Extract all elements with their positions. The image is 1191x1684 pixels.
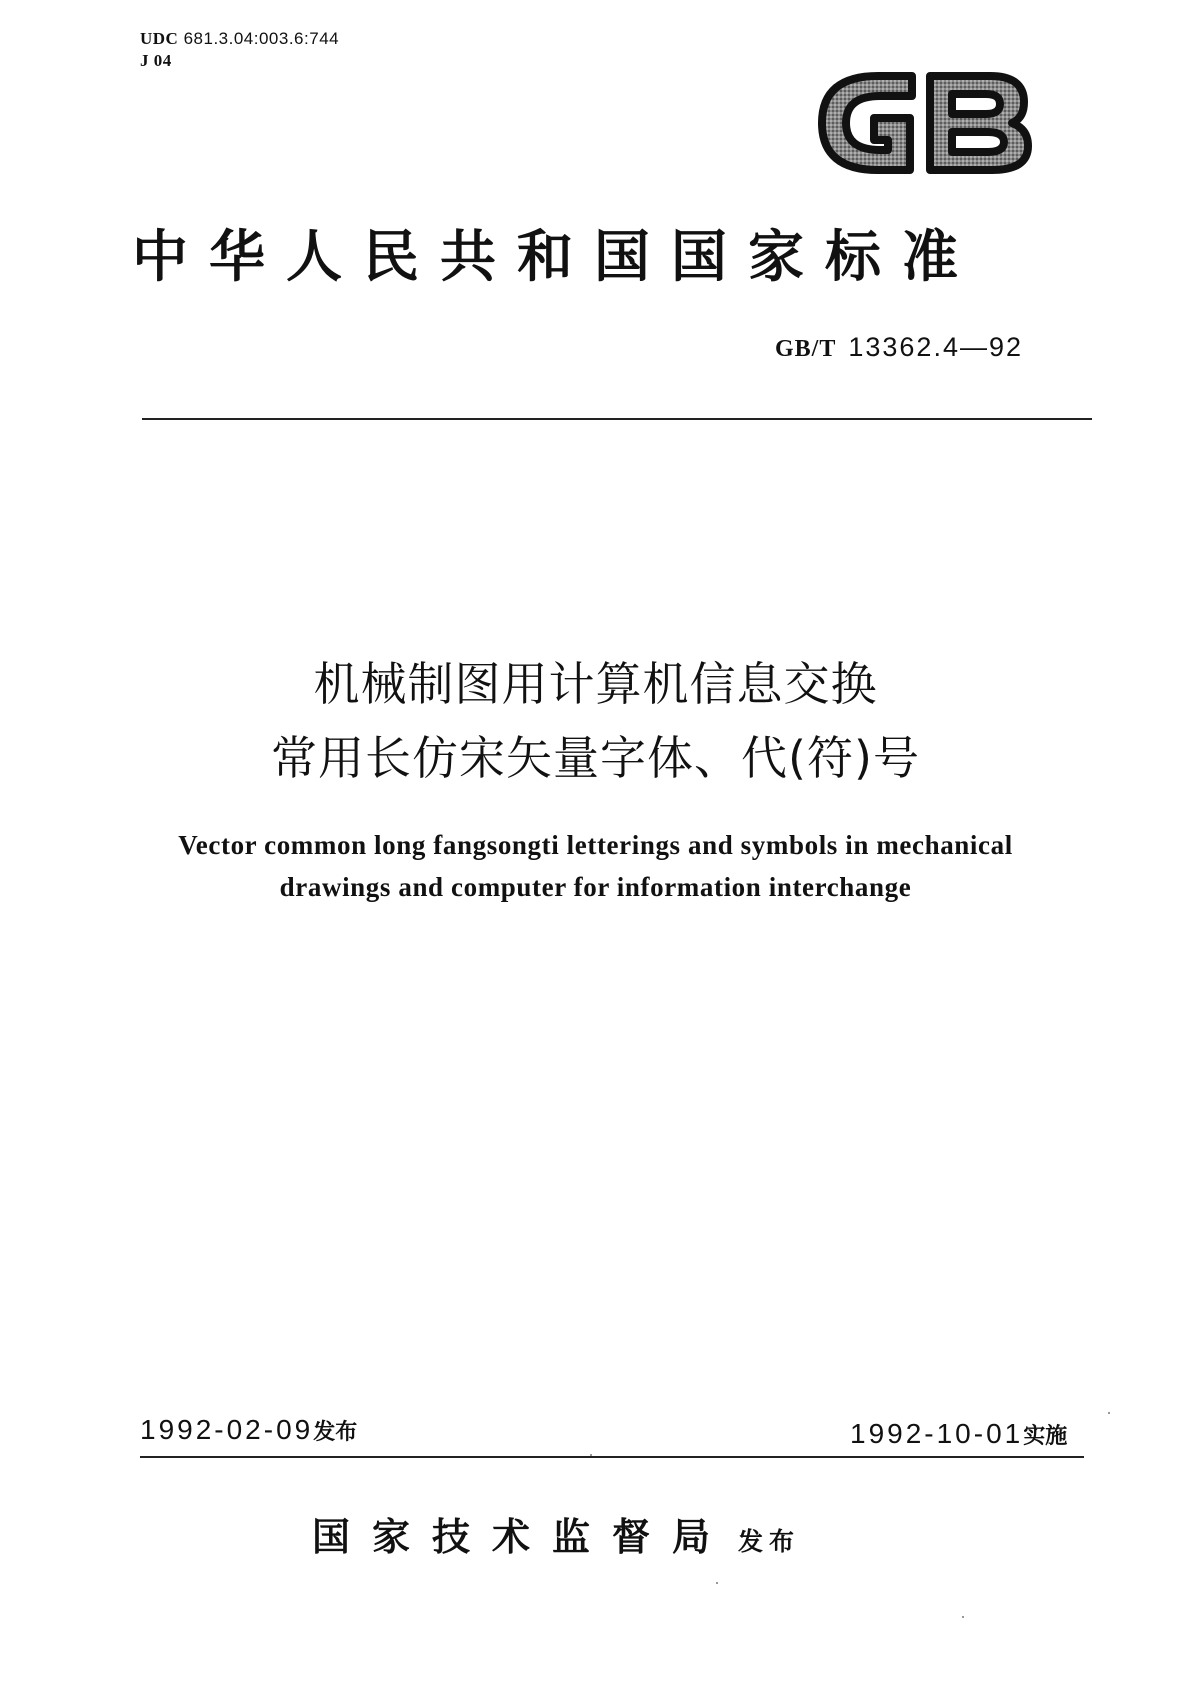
document-title-en-line1: Vector common long fangsongti letterings and symbols in mechanical <box>178 830 1013 860</box>
standard-code: 13362.4—92 <box>848 332 1023 362</box>
standard-number <box>775 332 1023 363</box>
scan-speck <box>1108 1412 1110 1414</box>
standard-prefix: GB/T <box>775 336 837 362</box>
publisher-line <box>312 1506 800 1561</box>
effective-date <box>850 1418 1067 1450</box>
scan-speck <box>590 1454 592 1456</box>
publisher-suffix: 发布 <box>738 1527 801 1556</box>
udc-code: 681.3.04:003.6:744 <box>183 29 340 48</box>
document-title-cn-line1: 机械制图用计算机信息交换 <box>313 657 878 711</box>
udc-label: UDC <box>140 29 179 48</box>
issue-date-value: 1992-02-09 <box>140 1414 314 1445</box>
document-title-en-line2: drawings and computer for information interchange <box>279 872 912 902</box>
effective-date-suffix: 实施 <box>1023 1424 1068 1449</box>
udc-block <box>140 28 339 72</box>
national-standard-title: 中华人民共和国国家标准 <box>132 224 979 290</box>
scan-speck <box>962 1616 964 1618</box>
bottom-divider <box>140 1456 1084 1458</box>
gb-logo <box>812 62 1038 184</box>
classification-code: J 04 <box>140 51 172 70</box>
udc-line <box>140 28 339 50</box>
scan-speck <box>716 1582 718 1584</box>
issue-date-suffix: 发布 <box>313 1420 358 1445</box>
effective-date-value: 1992-10-01 <box>850 1418 1024 1449</box>
issue-date <box>140 1414 357 1446</box>
top-divider <box>142 418 1092 420</box>
document-title-cn-line2: 常用长仿宋矢量字体、代(符)号 <box>271 731 920 785</box>
publisher-name: 国家技术监督局 <box>312 1514 733 1559</box>
